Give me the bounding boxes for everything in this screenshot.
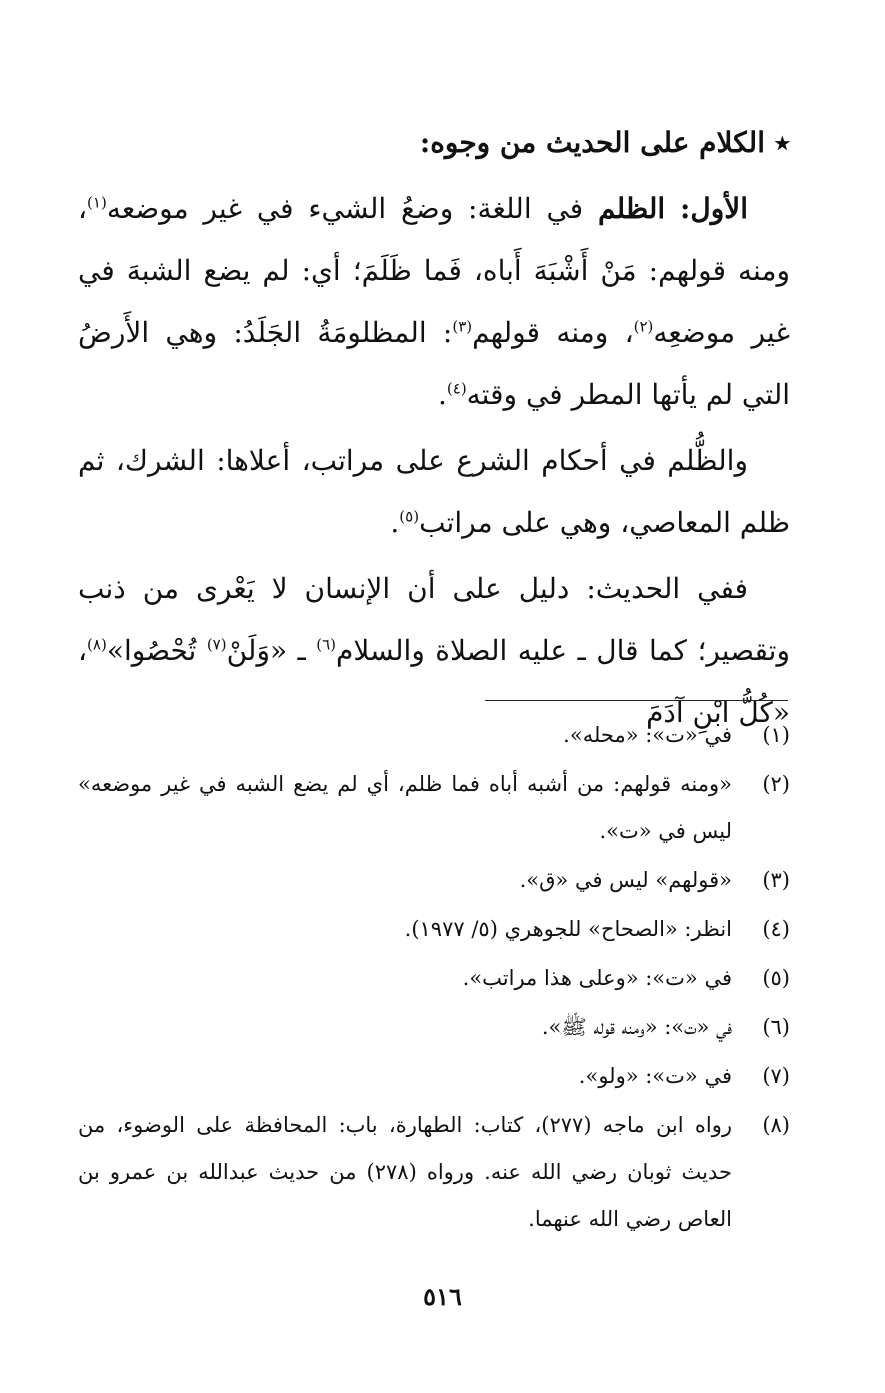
paragraph-2 [78,430,790,554]
text-run: : المظلومَةُ الجَلَدُ: وهي الأَرضُ التي لم يأتها المطر في وقته [78,316,790,411]
footnote [78,955,790,1002]
footnote [78,906,790,953]
footnote-ref-1[interactable]: (١) [87,193,107,212]
footnote-text: «ومنه قولهم: من أشبه أباه فما ظلم، أي لم يضع الشبه في غير موضعه» ليس في «ت». [78,772,732,843]
footnote [78,1053,790,1100]
paragraph-1 [78,178,790,426]
footnote-number: (٢) [762,772,790,796]
main-text [78,112,790,748]
footnote [78,1102,790,1243]
footnote-ref-2[interactable]: (٢) [633,317,654,336]
footnote-number: (١) [762,723,790,747]
footnote [78,1004,790,1051]
section-heading: ٭ الكلام على الحديث من وجوه: [419,126,790,159]
footnote [78,761,790,855]
footnote-text: «قولهم» ليس في «ق». [519,868,732,892]
text-run: . [390,506,400,539]
page-number: ٥١٦ [423,1282,462,1311]
text-run: تُحْصُوا» [106,634,207,667]
footnote-text: في «ت»: «ولو». [578,1064,732,1088]
footnote [78,857,790,904]
footnote-ref-4[interactable]: (٤) [446,379,467,398]
footnotes [78,712,790,1245]
footnote-number: (٦) [762,1015,790,1039]
footnote-text: في «ت»: «وعلى هذا مراتب». [462,966,732,990]
footnote-ref-7[interactable]: (٧) [206,635,227,654]
text-run: ، ومنه قولهم [472,316,634,349]
footnote-ref-8[interactable]: (٨) [87,635,107,654]
footnote-number: (٥) [762,966,790,990]
footnote-number: (٤) [762,917,790,941]
footnote-ref-3[interactable]: (٣) [452,317,473,336]
footnote [78,712,790,759]
footnote-separator [485,700,788,701]
footnote-number: (٨) [762,1113,790,1137]
footnote-text: رواه ابن ماجه (٢٧٧)، كتاب: الطهارة، باب: المحافظة على الوضوء، من حديث ثوبان رضي الله عنه. ورواه (٢٧٨) من حديث عبدالله بن عمرو بن العاص رضي الله عنهما. [78,1113,733,1231]
footnote-ref-6[interactable]: (٦) [316,635,336,654]
text-run: ـ «وَلَنْ [226,634,317,667]
footnote-number: (٧) [762,1064,790,1088]
footnote-text: في «ت»: «محله». [563,723,732,747]
footnote-text: في «ت»: «ومنه قوله ﷺ». [541,1015,732,1039]
footnote-text: انظر: «الصحاح» للجوهري (٥/ ١٩٧٧). [404,917,732,941]
text-run: ، «كُلُّ ابْنِ آدَمَ [78,634,790,729]
point-label: الأول: [680,192,748,225]
footnote-ref-5[interactable]: (٥) [399,507,420,526]
text-run: . [437,378,447,411]
term: الظلم [598,192,666,225]
text-run: ففي الحديث: دليل على أن الإنسان لا يَعْرى من ذنب وتقصير؛ كما قال ـ عليه الصلاة والسلام [78,572,790,667]
text-run: والظُّلم في أحكام الشرع على مراتب، أعلاها: الشرك، ثم ظلم المعاصي، وهي على مراتب [78,444,790,539]
text-run: ، ومنه قولهم: مَنْ أَشْبَهَ أَباه، فَما ظَلَمَ؛ أي: لم يضع الشبهَ في غير موضعِه [78,192,790,349]
text-run: في اللغة: وضعُ الشيء في غير موضعه [106,192,599,225]
footnote-number: (٣) [762,868,790,892]
